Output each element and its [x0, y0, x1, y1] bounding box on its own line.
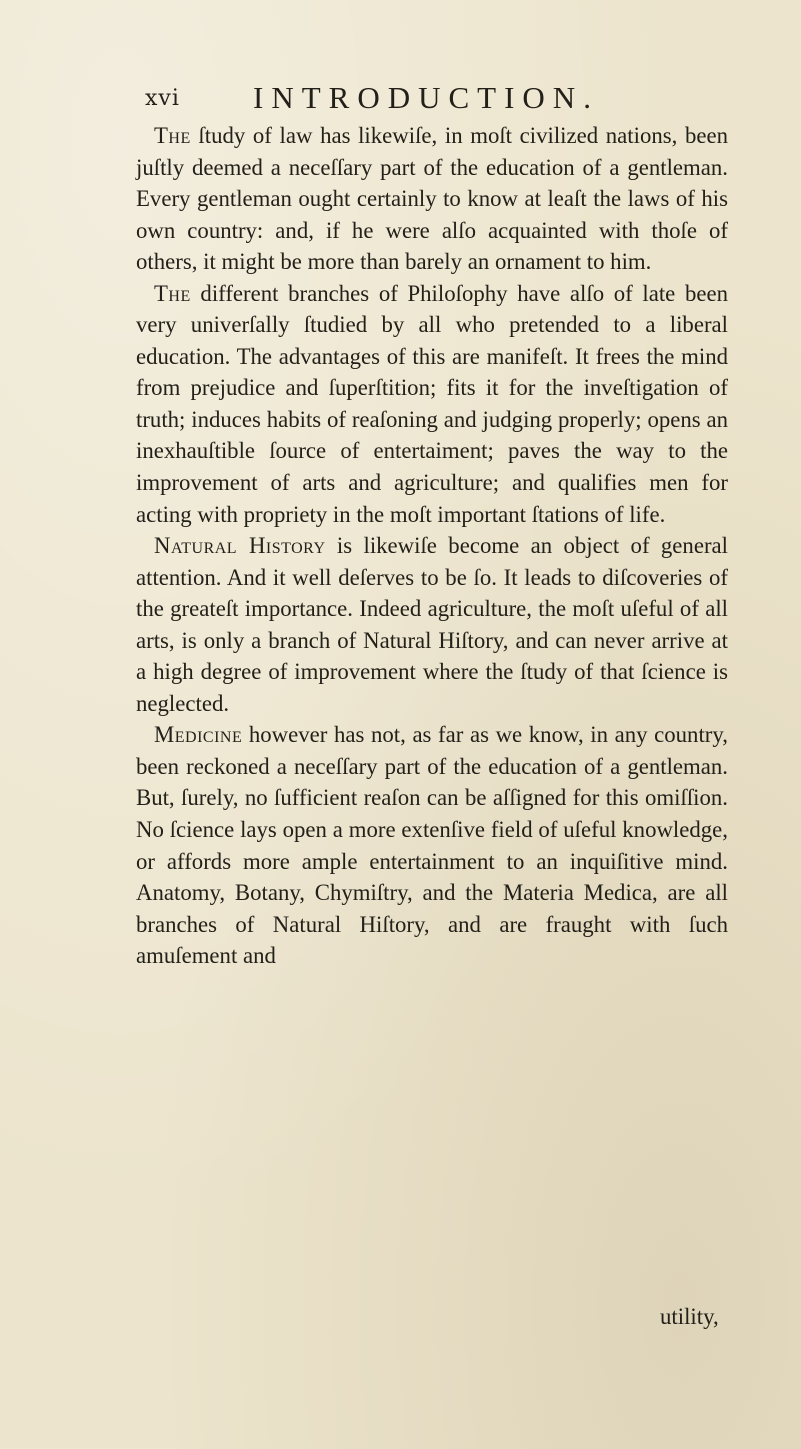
paragraph-natural-history — [136, 530, 728, 719]
paragraph-law — [136, 120, 728, 278]
catchword: utility, — [660, 1304, 719, 1329]
page-number: xvi — [145, 86, 180, 111]
paragraph-text: ſtudy of law has likewiſe, in moſt civilized nations, been juſtly deemed a neceſſary part of the education of a gentleman. Every gentleman ought certainly to know at leaſt the laws of his own country: and, if he were alſo acquainted with thoſe of others, it might be more than barely an ornament to him. — [136, 123, 728, 275]
paragraph-lead: Natural History — [154, 533, 326, 559]
paragraph-text: different branches of Philoſophy have alſo of late been very univerſally ſtudied by all who pretended to a liberal education. The advantages of this are manifeſt. It frees the mind from prejudice and ſuperſtition; fits it for the inveſtigation of truth; induces habits of reaſoning and judging properly; opens an inexhauſtible ſource of entertaiment; paves the way to the improvement of arts and agriculture; and qualifies men for acting with propriety in the moſt important ſtations of life. — [136, 280, 728, 527]
paragraph-lead: The — [154, 280, 191, 306]
paragraph-lead: Medicine — [154, 722, 243, 748]
paragraph-text: however has not, as far as we know, in any country, been reckoned a neceſſary part of the education of a gentleman. But, ſurely, no ſufficient reaſon can be aſſigned for this omiſſion. No ſcience lays open a more extenſive field of uſeful knowledge, or affords more ample entertainment to an inquiſitive mind. Anatomy, Botany, Chymiſtry, and the Materia Medica, are all branches of Natural Hiſtory, and are fraught with ſuch amuſement and — [136, 722, 728, 969]
page-title: INTRODUCTION. — [253, 80, 599, 115]
body-text — [136, 120, 728, 972]
paragraph-lead: The — [154, 123, 191, 148]
paragraph-medicine — [136, 719, 728, 971]
paragraph-philosophy — [136, 278, 728, 530]
running-head — [145, 80, 665, 120]
paragraph-text: is likewiſe become an object of general attention. And it well deſerves to be ſo. It leads to diſcoveries of the greateſt importance. Indeed agriculture, the moſt uſeful of all arts, is only a branch of Natural Hiſtory, and can never arrive at a high degree of improvement where the ſtudy of that ſcience is neglected. — [136, 533, 728, 716]
